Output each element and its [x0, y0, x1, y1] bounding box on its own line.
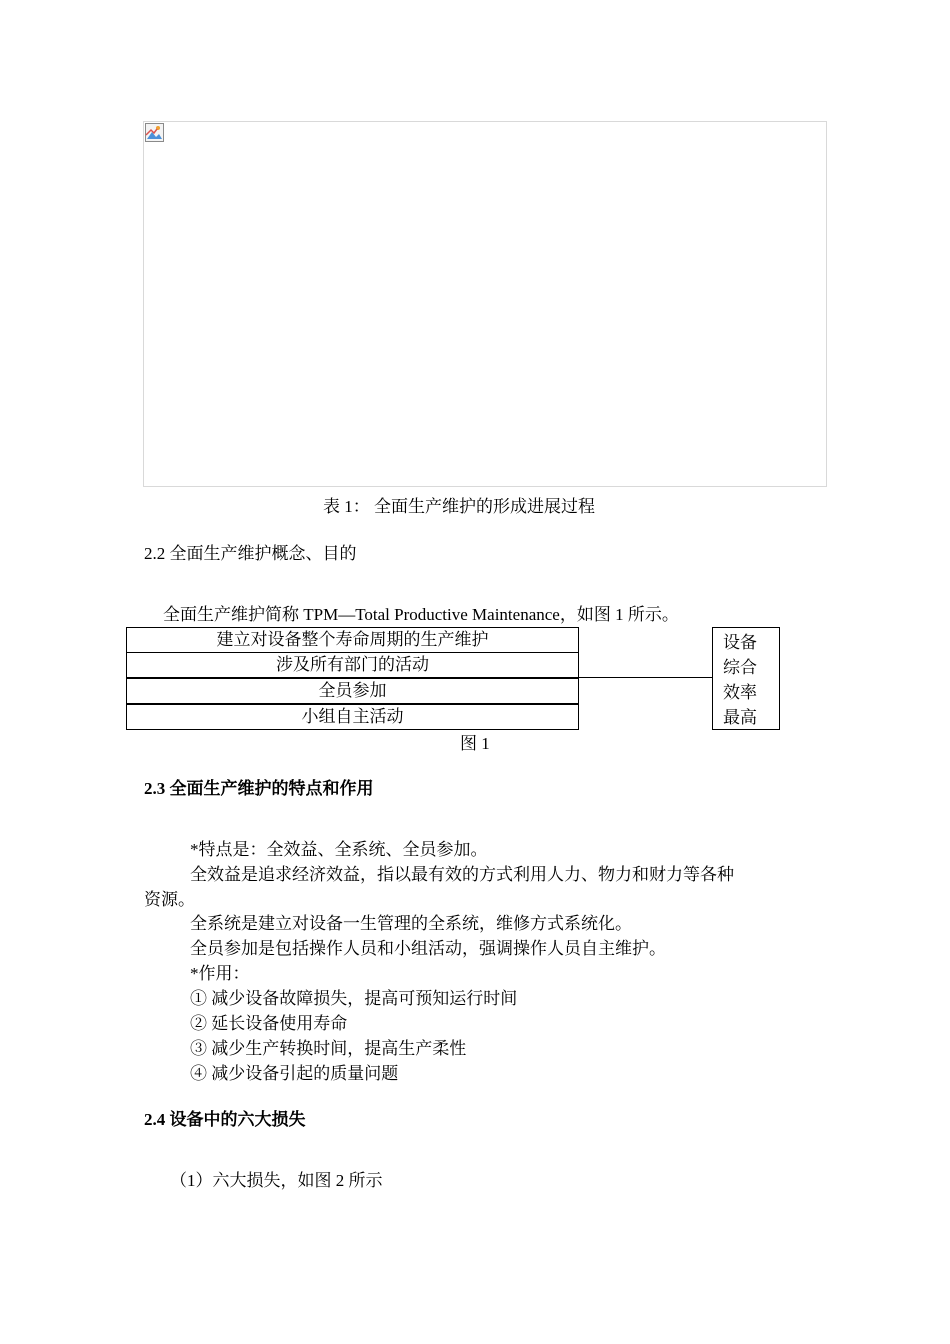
full-system-paragraph: 全系统是建立对设备一生管理的全系统，维修方式系统化。 [190, 914, 632, 933]
figure1-connector-line [579, 677, 713, 678]
figure1-box-4: 小组自主活动 [126, 704, 579, 730]
figure1-box-3: 全员参加 [126, 678, 579, 704]
section-2-3-heading: 2.3 全面生产维护的特点和作用 [144, 779, 374, 798]
result-line: 设备 [723, 633, 757, 652]
figure1-box-1: 建立对设备整个寿命周期的生产维护 [126, 627, 579, 653]
table1-caption: 表 1： 全面生产维护的形成进展过程 [323, 497, 595, 516]
section-2-2-heading: 2.2 全面生产维护概念、目的 [144, 544, 357, 563]
figure1-box-2: 涉及所有部门的活动 [126, 652, 579, 678]
features-intro: *特点是：全效益、全系统、全员参加。 [190, 840, 488, 859]
section-2-4-heading: 2.4 设备中的六大损失 [144, 1110, 306, 1129]
result-line: 综合 [723, 658, 757, 677]
broken-image-icon [145, 123, 164, 142]
effect-item: ② 延长设备使用寿命 [190, 1014, 348, 1033]
result-line: 效率 [723, 683, 757, 702]
full-benefit-line-1: 全效益是追求经济效益，指以最有效的方式利用人力、物力和财力等各种 [190, 865, 734, 884]
full-participation-paragraph: 全员参加是包括操作人员和小组活动，强调操作人员自主维护。 [190, 939, 666, 958]
six-losses-item: （1）六大损失，如图 2 所示 [170, 1171, 383, 1190]
figure1-caption: 图 1 [460, 734, 490, 753]
result-line: 最高 [723, 708, 757, 727]
figure1-result-box [712, 627, 780, 730]
table1-image-placeholder [143, 121, 827, 487]
effect-item: ① 减少设备故障损失，提高可预知运行时间 [190, 989, 518, 1008]
effect-item: ④ 减少设备引起的质量问题 [190, 1064, 399, 1083]
effect-item: ③ 减少生产转换时间，提高生产柔性 [190, 1039, 467, 1058]
tpm-intro-paragraph: 全面生产维护简称 TPM—Total Productive Maintenance，如图 1 所示。 [163, 605, 679, 624]
effects-intro: *作用： [190, 964, 250, 983]
full-benefit-line-2: 资源。 [144, 890, 195, 909]
